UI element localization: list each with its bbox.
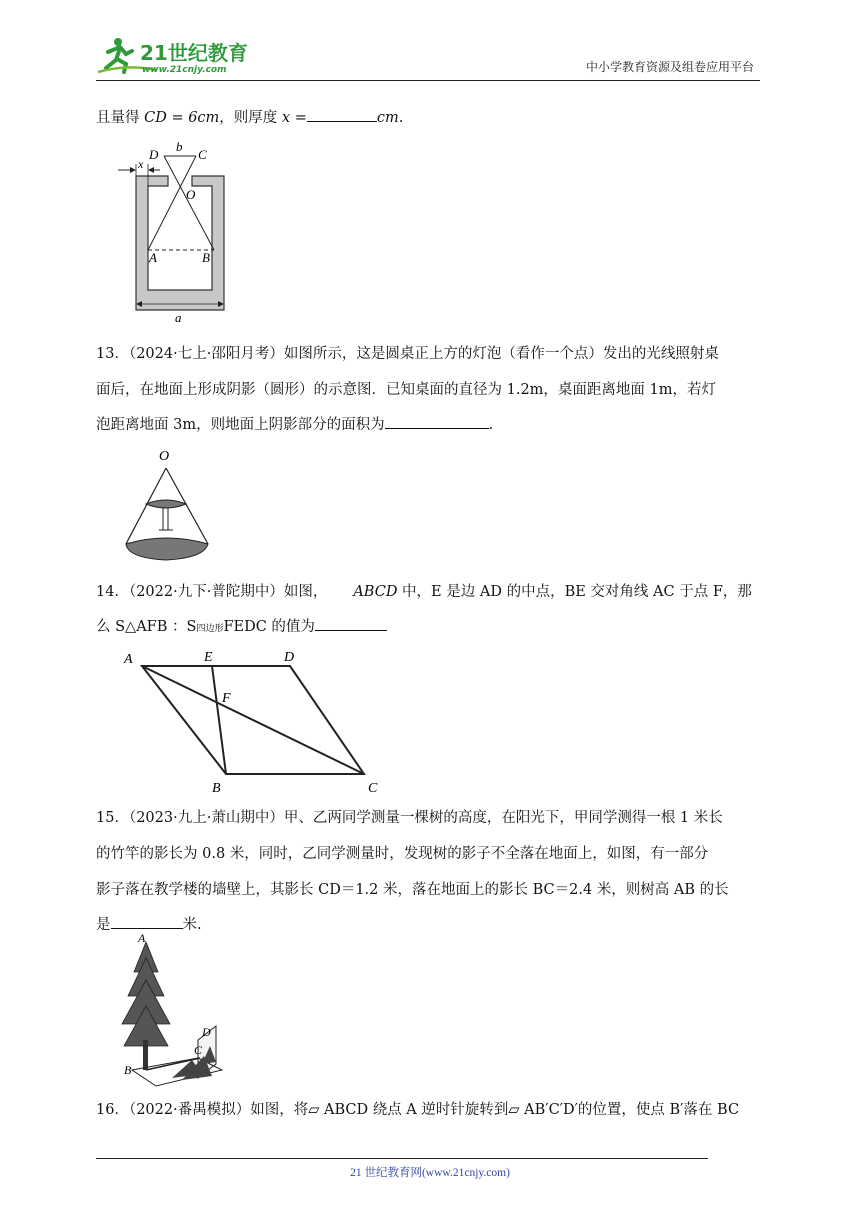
q14-line-2-pre: 么 S△AFB ：S [96,619,197,635]
label-a: A [124,652,133,667]
q12-tail-var: x = [281,110,307,126]
label-e: E [204,650,213,665]
label-x: x [138,157,144,171]
q12-figure [112,138,242,324]
label-d: D [149,147,159,162]
logo-url: www.21cnjy.com [142,65,227,75]
q14-line-1-post: 中，E 是边 AD 的中点，BE 交对角线 AC 于点 F，那 [397,584,752,600]
q15-line-4-post: 米. [182,917,202,933]
q15-line-1: 15．（2023·九上·萧山期中）甲、乙两同学测量一棵树的高度，在阳光下，甲同学测得一根 1 米长 [96,810,723,826]
q13-figure [118,444,216,568]
q15-figure [112,928,242,1088]
label-c: C [368,781,378,796]
label-o: O [159,449,170,464]
q12-tail-unit: cm. [376,110,404,126]
q14-line-2 [96,615,387,636]
label-d: D [202,1025,211,1039]
label-b: b [176,139,183,154]
q12-answer-blank[interactable] [307,109,377,122]
site-logo [96,34,266,76]
footer-divider [96,1158,708,1159]
q14-line-2-post: FEDC 的值为 [223,619,315,635]
q13-line-3 [96,413,503,434]
q13-answer-blank[interactable] [385,416,489,429]
q15-line-3: 影子落在教学楼的墙壁上，其影长 CD＝1.2 米，落在地面上的影长 BC＝2.4 米，则树高 AB 的长 [96,882,729,898]
q14-line-2-sub: 四边形 [196,624,224,634]
q12-tail-mid: ，则厚度 [219,110,282,126]
diagonal-ac [142,666,364,774]
table-leg [163,508,168,530]
label-c: C [198,147,207,162]
q14-figure [112,644,392,796]
q13-line-2: 面后，在地面上形成阴影（圆形）的示意图．已知桌面的直径为 1.2m，桌面距离地面 1m，若灯 [96,382,716,398]
q14-line-1-pre: 14．（2022·九下·普陀期中）如图， [96,584,328,600]
q16-line-1: 16．（2022·番禺模拟）如图，将▱ ABCD 绕点 A 逆时针旋转到▱ AB′C′D′的位置，使点 B′落在 BC [96,1102,740,1118]
shadow-ellipse [126,538,208,560]
label-a-width: a [175,310,182,324]
q15-line-2: 的竹竿的影长为 0.8 米，同时，乙同学测量时，发现树的影子不全落在地面上，如图，有一部分 [96,846,709,862]
q12-tail-line [96,106,403,127]
q13-line-3-post: ． [488,417,504,433]
table-top [146,500,186,508]
label-o: O [186,187,196,202]
logo-text: 21世纪教育 [140,41,248,65]
label-d: D [284,650,295,665]
q13-line-1: 13．（2024·七上·邵阳月考）如图所示，这是圆桌正上方的灯泡（看作一个点）发出的光线照射桌 [96,346,719,362]
q12-tail-pre: 且量得 [96,110,145,126]
page-header [96,30,760,81]
q14-line-1 [96,580,752,601]
q12-tail-eq: CD = 6cm [144,110,220,126]
q13-line-3-pre: 泡距离地面 3m，则地面上阴影部分的面积为 [96,417,385,433]
label-a-point: A [149,250,157,265]
footer-text[interactable]: 21 世纪教育网(www.21cnjy.com) [350,1167,510,1179]
label-f: F [222,691,231,706]
label-c: C [194,1043,203,1057]
label-b: B [212,781,221,796]
label-a: A [138,931,146,945]
q14-answer-blank[interactable] [315,618,387,631]
tree-icon [122,942,170,1070]
q14-line-1-abcd: ABCD [353,584,398,600]
header-right-text: 中小学教育资源及组卷应用平台 [585,60,754,74]
label-b: B [124,1063,132,1077]
q15-line-4-pre: 是 [96,917,111,933]
label-b-point: B [202,250,210,265]
